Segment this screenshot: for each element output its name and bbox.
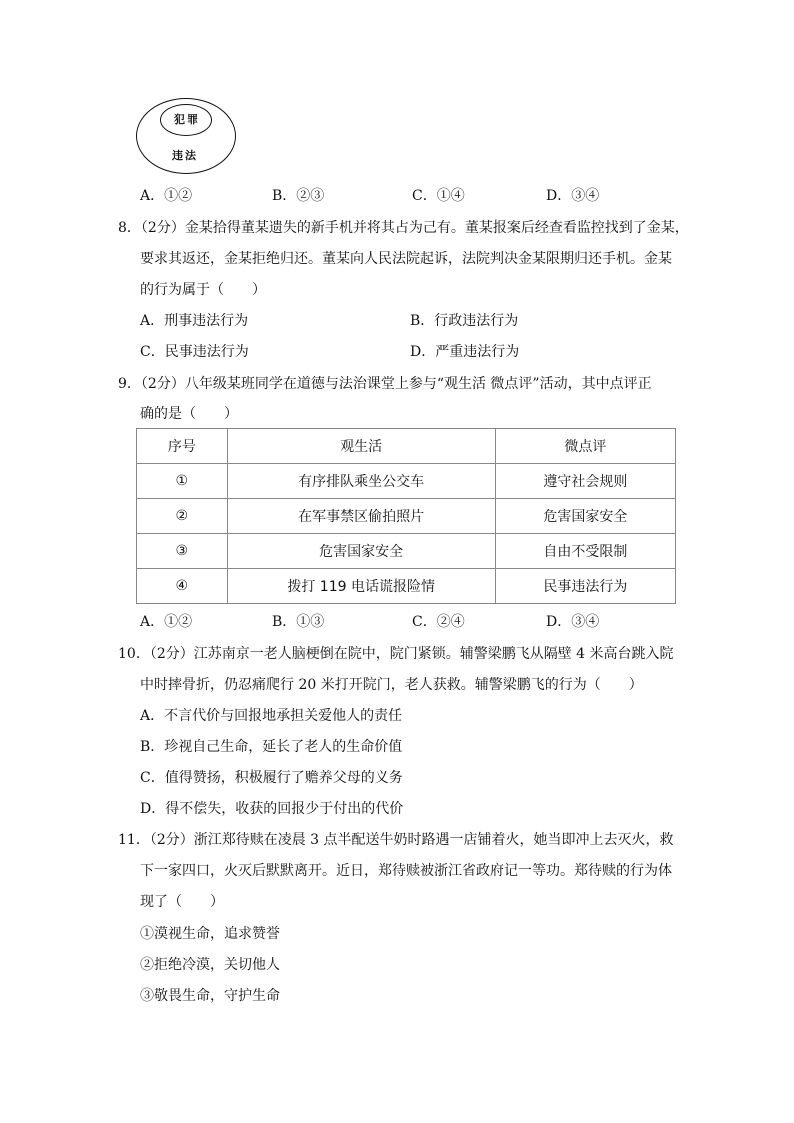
table-row bbox=[137, 464, 676, 499]
q9-option-c[interactable]: C．②④ bbox=[412, 614, 465, 630]
q8-stem-line-2: 要求其返还，金某拒绝归还。董某向人民法院起诉，法院判决金某限期归还手机。金某 bbox=[140, 251, 672, 267]
table-cell: ④ bbox=[137, 569, 228, 604]
q8-stem-line-3: 的行为属于（ ） bbox=[140, 282, 266, 298]
q11-item-2: ②拒绝冷漠，关切他人 bbox=[140, 957, 280, 973]
q10-option-b[interactable]: B．珍视自己生命，延长了老人的生命价值 bbox=[140, 739, 403, 755]
q7-option-c[interactable]: C．①④ bbox=[412, 188, 465, 204]
table-cell: 在军事禁区偷拍照片 bbox=[227, 499, 495, 534]
q10-stem-line-1: 10．（2分）江苏南京一老人脑梗倒在院中，院门紧锁。辅警梁鹏飞从隔壁 4 米高台跳入院 bbox=[118, 646, 674, 662]
table-cell: ③ bbox=[137, 534, 228, 569]
diagram-outer-label: 违法 bbox=[172, 149, 198, 162]
q9-stem-line-2: 确的是（ ） bbox=[140, 406, 238, 422]
table-cell: 民事违法行为 bbox=[495, 569, 675, 604]
q10-option-c[interactable]: C．值得赞扬，积极履行了赡养父母的义务 bbox=[140, 770, 403, 786]
q9-option-b[interactable]: B．①③ bbox=[272, 614, 325, 630]
q7-option-a[interactable]: A．①② bbox=[140, 188, 193, 204]
q9-stem-line-1: 9．（2分）八年级某班同学在道德与法治课堂上参与“观生活 微点评”活动，其中点评正 bbox=[118, 376, 652, 392]
table-header-comment: 微点评 bbox=[495, 429, 675, 464]
q11-stem-line-3: 现了（ ） bbox=[140, 894, 224, 910]
q11-stem-line-1: 11．（2分）浙江郑待赎在凌晨 3 点半配送牛奶时路遇一店铺着火，她当即冲上去灭火，救 bbox=[118, 832, 674, 848]
table-row bbox=[137, 534, 676, 569]
q9-option-d[interactable]: D．③④ bbox=[546, 614, 600, 630]
q8-stem-line-1: 8．（2分）金某拾得董某遗失的新手机并将其占为己有。董某报案后经查看监控找到了金某， bbox=[118, 220, 689, 236]
table-cell: ② bbox=[137, 499, 228, 534]
venn-diagram bbox=[136, 98, 236, 174]
q9-table bbox=[136, 428, 676, 604]
q7-option-d[interactable]: D．③④ bbox=[546, 188, 600, 204]
diagram-inner-label: 犯罪 bbox=[174, 113, 200, 126]
table-cell: 自由不受限制 bbox=[495, 534, 675, 569]
q11-stem-line-2: 下一家四口，火灭后默默离开。近日，郑待赎被浙江省政府记一等功。郑待赎的行为体 bbox=[140, 863, 672, 879]
q8-option-d[interactable]: D．严重违法行为 bbox=[410, 344, 520, 360]
table-row bbox=[137, 569, 676, 604]
table-cell: 危害国家安全 bbox=[227, 534, 495, 569]
table-row bbox=[137, 499, 676, 534]
q11-item-3: ③敬畏生命，守护生命 bbox=[140, 988, 280, 1004]
q8-option-b[interactable]: B．行政违法行为 bbox=[410, 313, 519, 329]
q10-stem-line-2: 中时摔骨折，仍忍痛爬行 20 米打开院门，老人获救。辅警梁鹏飞的行为（ ） bbox=[140, 677, 643, 693]
table-cell: ① bbox=[137, 464, 228, 499]
q7-option-b[interactable]: B．②③ bbox=[272, 188, 325, 204]
table-cell: 危害国家安全 bbox=[495, 499, 675, 534]
q8-option-a[interactable]: A．刑事违法行为 bbox=[140, 313, 249, 329]
table-header-index: 序号 bbox=[137, 429, 228, 464]
q8-option-c[interactable]: C．民事违法行为 bbox=[140, 344, 249, 360]
table-header-observe: 观生活 bbox=[227, 429, 495, 464]
table-cell: 遵守社会规则 bbox=[495, 464, 675, 499]
table-cell: 有序排队乘坐公交车 bbox=[227, 464, 495, 499]
table-cell: 拨打 119 电话谎报险情 bbox=[227, 569, 495, 604]
table-header-row bbox=[137, 429, 676, 464]
q9-option-a[interactable]: A．①② bbox=[140, 614, 193, 630]
q11-item-1: ①漠视生命，追求赞誉 bbox=[140, 926, 280, 942]
q10-option-a[interactable]: A．不言代价与回报地承担关爱他人的责任 bbox=[140, 708, 403, 724]
q10-option-d[interactable]: D．得不偿失，收获的回报少于付出的代价 bbox=[140, 801, 404, 817]
